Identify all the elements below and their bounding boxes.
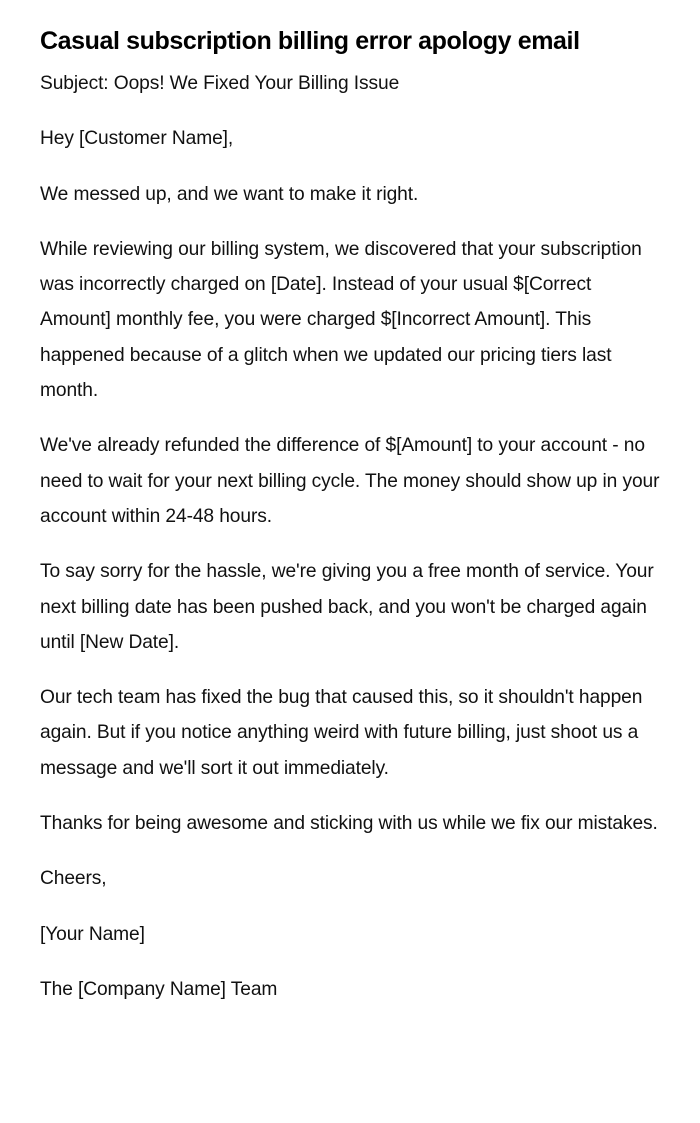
email-paragraph-refund: We've already refunded the difference of $[Amount] to your account - no need to wait for your next billing cycle. The money should show up in your account within 24-48 hours. xyxy=(40,435,660,527)
email-opening-line: We messed up, and we want to make it right. xyxy=(40,183,419,205)
email-signoff: Cheers, xyxy=(40,868,107,890)
email-paragraph-fix: Our tech team has fixed the bug that caused this, so it shouldn't happen again. But if you notice anything weird with future billing, just shoot us a message and we'll sort it out immediately. xyxy=(40,687,643,779)
email-greeting: Hey [Customer Name], xyxy=(40,128,234,150)
email-sender-name: [Your Name] xyxy=(40,923,145,945)
email-sender-team: The [Company Name] Team xyxy=(40,978,278,1000)
document-title: Casual subscription billing error apology email xyxy=(40,27,580,55)
email-paragraph-thanks: Thanks for being awesome and sticking with us while we fix our mistakes. xyxy=(40,813,658,835)
email-paragraph-compensation: To say sorry for the hassle, we're giving you a free month of service. Your next billing date has been pushed back, and you won't be charged again until [New Date]. xyxy=(40,561,654,653)
email-paragraph-explanation: While reviewing our billing system, we discovered that your subscription was incorrectly charged on [Date]. Instead of your usual $[Correct Amount] monthly fee, you were charged $[Incorrect Amount]. This happened because of a glitch when we updated our pricing tiers last month. xyxy=(40,238,642,402)
email-subject-line: Subject: Oops! We Fixed Your Billing Issue xyxy=(40,73,400,94)
